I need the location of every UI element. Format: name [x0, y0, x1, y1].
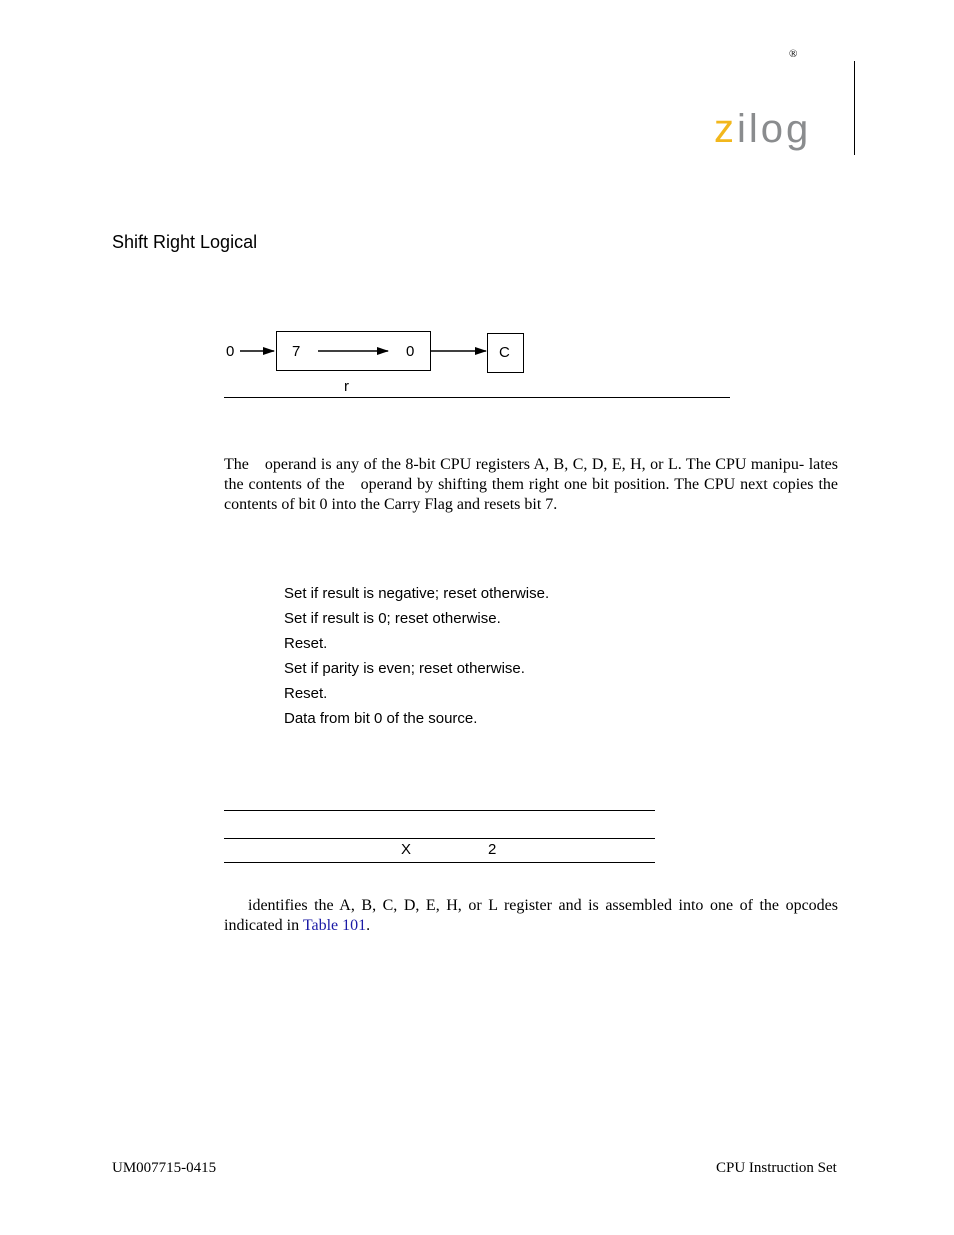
flag-c-description: Data from bit 0 of the source. [284, 710, 478, 727]
register-note [224, 896, 838, 936]
flag-h-description: Reset. [284, 635, 328, 652]
description-line-3: copies the contents of bit 0 into the Carry Flag and resets bit 7. [224, 476, 839, 513]
register-note-text-1: identifies the A, B, C, D, E, H, or L register and is assembled into one of the opcodes [248, 897, 838, 914]
description-line-2b: operand by shifting them right one bit position. The CPU next [360, 476, 768, 493]
flag-s-description: Set if result is negative; reset otherwise. [284, 585, 550, 602]
shift-diagram [222, 325, 742, 405]
footer-document-id: UM007715-0415 [112, 1160, 217, 1176]
flag-n-description: Reset. [284, 685, 328, 702]
register-label: r [344, 378, 349, 395]
register-low-bit: 0 [406, 343, 415, 360]
description-line-2a: lates the contents of the [224, 456, 839, 493]
zilog-logo [712, 104, 846, 156]
logo-text: zilog [714, 107, 812, 151]
description-paragraph [224, 455, 838, 515]
description-line-1a: The [224, 456, 249, 473]
registered-mark: ® [789, 48, 798, 60]
flag-z-description: Set if result is 0; reset otherwise. [284, 610, 501, 627]
register-high-bit: 7 [292, 343, 301, 360]
table-top-rule [224, 810, 655, 811]
description-line-1b: operand is any of the 8-bit CPU registers A, B, C, D, E, H, or L. The CPU manipu- [264, 456, 805, 473]
register-note-text-3: . [366, 917, 371, 934]
footer-section-name: CPU Instruction Set [716, 1160, 837, 1176]
table-cell-x: X [401, 841, 412, 858]
table-bottom-rule [224, 862, 655, 863]
flag-pv-description: Set if parity is even; reset otherwise. [284, 660, 525, 677]
section-title: Shift Right Logical [112, 232, 258, 252]
register-note-text-2: indicated in [224, 917, 300, 934]
table-101-link[interactable]: Table 101 [302, 917, 367, 934]
table-header-rule [224, 838, 655, 839]
table-cell-2: 2 [488, 841, 497, 858]
input-bit-label: 0 [226, 343, 235, 360]
carry-label: C [499, 344, 510, 361]
header-vertical-rule [854, 61, 855, 155]
